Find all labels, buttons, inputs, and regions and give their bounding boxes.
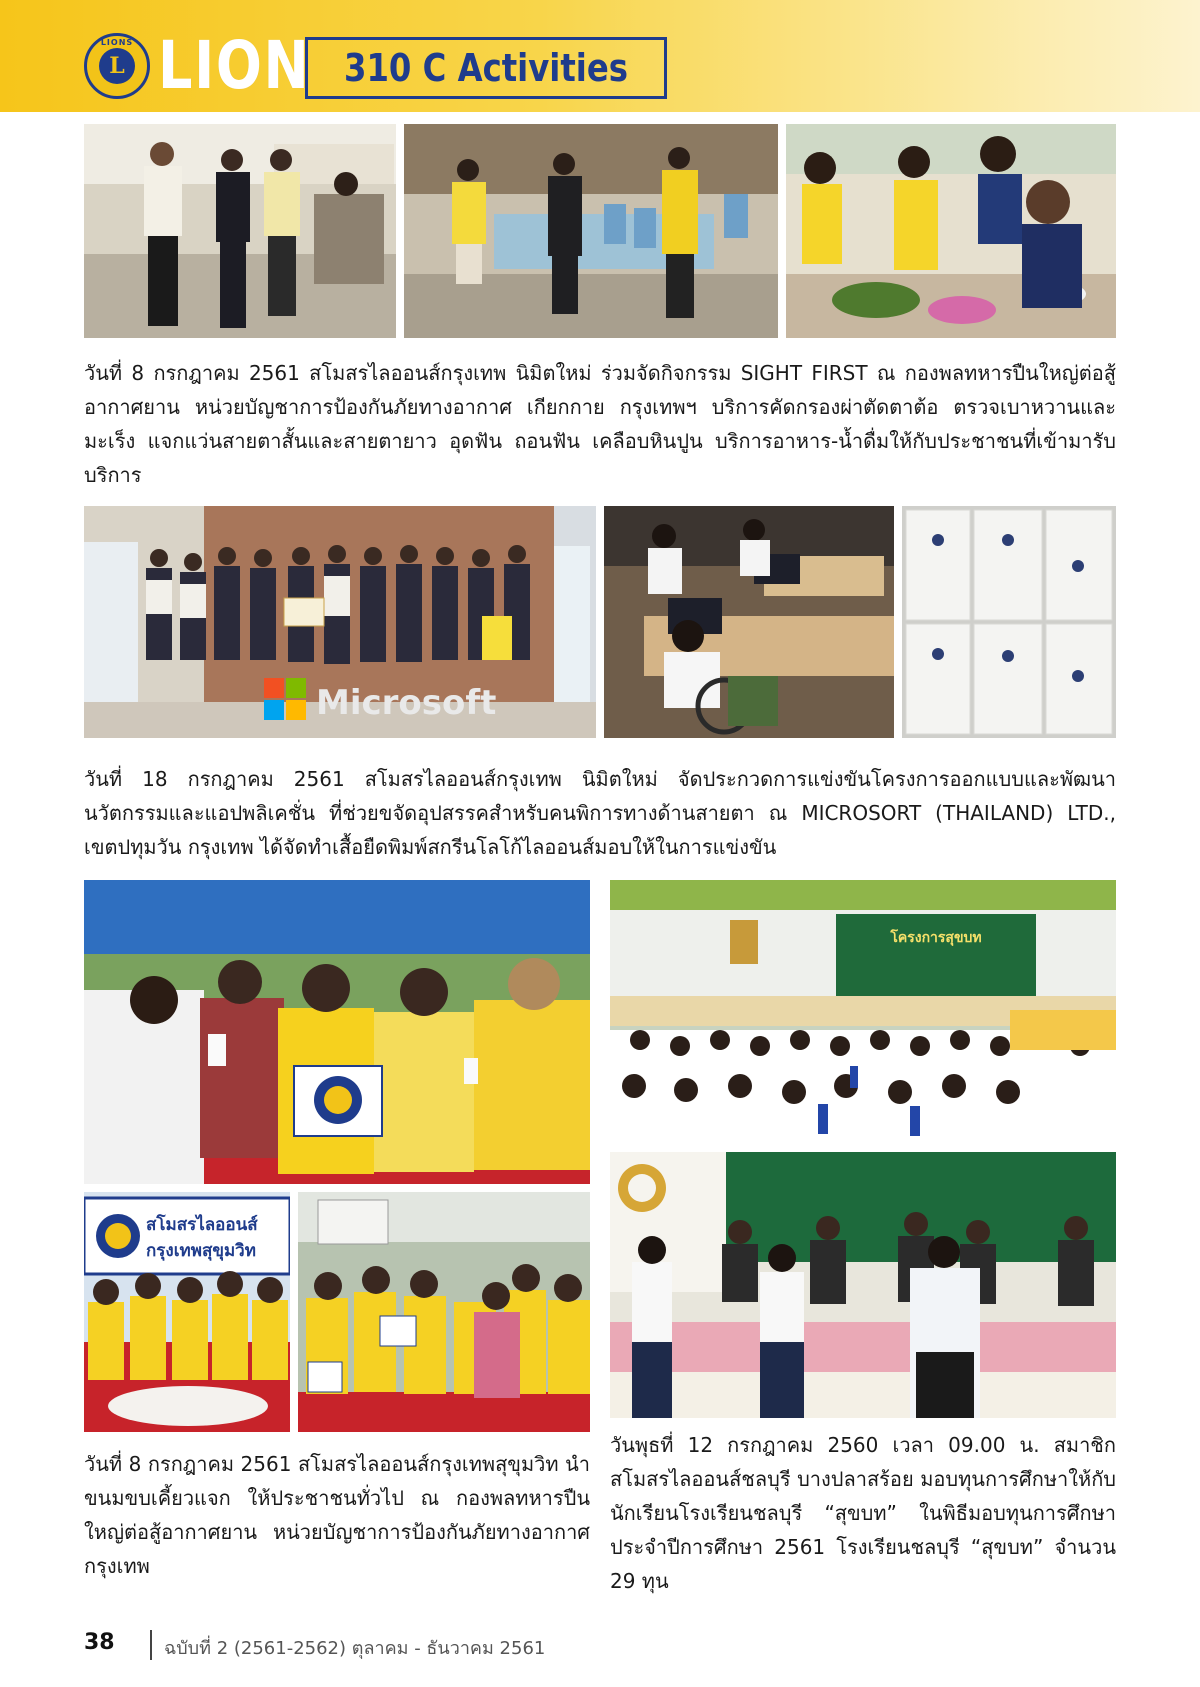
photo-scholarship-ceremony [610,1152,1116,1418]
brand-title: LION [158,27,311,104]
issue-info: ฉบับที่ 2 (2561-2562) ตุลาคม - ธันวาคม 2561 [164,1638,546,1659]
page-header [0,0,1200,112]
photo-lions-tshirts [902,506,1116,738]
photo-sight-first-patients [404,124,778,338]
banner-text-line1: สโมสรไลออนส์ [146,1215,258,1235]
logo-letter: L [99,48,135,84]
photo-sukhumvit-crowd [298,1192,590,1432]
section-title-box [305,37,667,99]
photo-sukhumvit-snacks [84,880,590,1184]
microsoft-sign-text: Microsoft [316,683,497,723]
photo-students-laptops [604,506,894,738]
caption-sukhumvit: วันที่ 8 กรกฎาคม 2561 สโมสรไลออนส์กรุงเทพสุขุมวิท นำขนมขบเคี้ยวแจก ให้ประชาชนทั่วไป ณ กองพลทหารปืนใหญ่ต่อสู้อากาศยาน หน่วยบัญชาการป้องกันภัยทางอากาศ กรุงเทพ [84,1452,590,1578]
photo-ceremony-hall [610,880,1116,1144]
lions-logo-icon [84,33,150,99]
banner-text-line2: กรุงเทพสุขุมวิท [146,1241,256,1261]
logo-ring-text: LIONS [100,38,134,47]
footer-divider [150,1630,152,1660]
photo-microsoft-group [84,506,596,738]
section-title: 310 C Activities [343,46,629,90]
photo-sight-first-volunteers [84,124,396,338]
caption-chonburi: วันพุธที่ 12 กรกฎาคม 2560 เวลา 09.00 น. สมาชิกสโมสรไลออนส์ชลบุรี บางปลาสร้อย มอบทุนการศึกษาให้กับนักเรียนโรงเรียนชลบุรี “สุขบท” ในพิธีมอบทุนการศึกษา ประจำปีการศึกษา 2561 โรงเรียนชลบุรี “สุขบท” จำนวน 29 ทุน [610,1433,1116,1593]
caption-sight-first: วันที่ 8 กรกฎาคม 2561 สโมสรไลออนส์กรุงเทพ นิมิตใหม่ ร่วมจัดกิจกรรม SIGHT FIRST ณ กองพลทหารปืนใหญ่ต่อสู้อากาศยาน หน่วยบัญชาการป้องกันภัยทางอากาศ เกียกกาย กรุงเทพฯ บริการคัดกรองผ่าตัดตาต้อ ตรวจเบาหวานและมะเร็ง แจกแว่นสายตาสั้นและสายตายาว อุดฟัน ถอนฟัน เคลือบหินปูน บริการอาหาร-น้ำดื่มให้กับประชาชนที่เข้ามารับบริการ [84,361,1116,487]
caption-microsoft: วันที่ 18 กรกฎาคม 2561 สโมสรไลออนส์กรุงเทพ นิมิตใหม่ จัดประกวดการแข่งขันโครงการออกแบบและพัฒนานวัตกรรมและแอปพลิเคชั่น ที่ช่วยขจัดอุปสรรคสำหรับคนพิการทางด้านสายตา ณ MICROSORT (THAILAND) LTD., เขตปทุมวัน กรุงเทพ ได้จัดทำเสื้อยืดพิมพ์สกรีนโลโก้ไลออนส์มอบให้ในการแข่งขัน [84,767,1116,859]
photo-sight-first-food [786,124,1116,338]
photo-sukhumvit-banner [84,1192,290,1432]
stage-banner-text: โครงการสุขบท [890,930,982,946]
page-number: 38 [84,1630,115,1655]
